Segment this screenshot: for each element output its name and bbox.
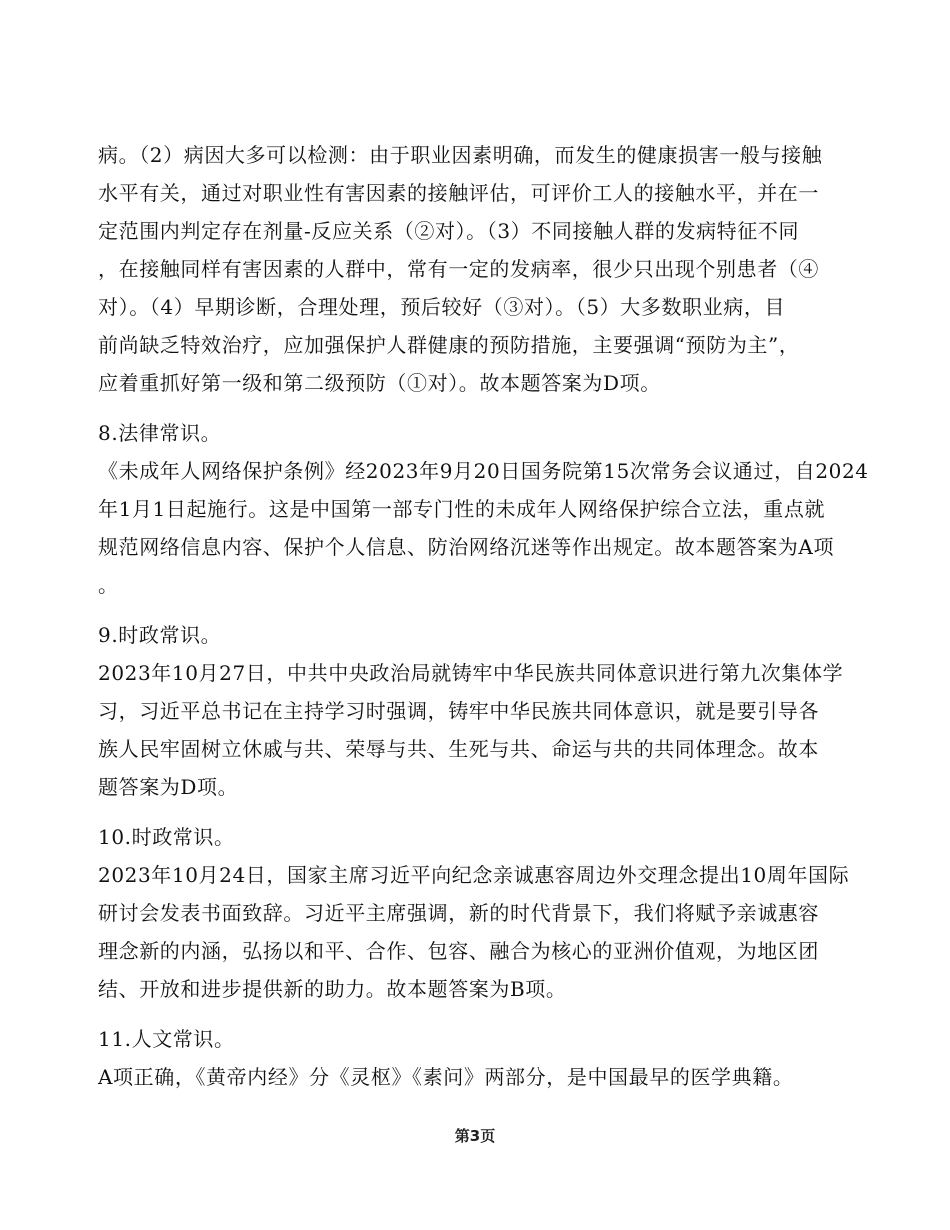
text-line: 前尚缺乏特效治疗，应加强保护人群健康的预防措施，主要强调“预防为主”， xyxy=(98,333,800,357)
text-line: 规范网络信息内容、保护个人信息、防治网络沉迷等作出规定。故本题答案为A项 xyxy=(98,535,835,559)
text-line: 题答案为D项。 xyxy=(98,775,239,799)
answer-item-9 xyxy=(98,616,858,806)
item-heading: 9.时政常识。 xyxy=(98,623,222,647)
text-line: A项正确，《黄帝内经》分《灵枢》《素问》两部分，是中国最早的医学典籍。 xyxy=(98,1065,794,1089)
text-line: 2023年10月27日，中共中央政治局就铸牢中华民族共同体意识进行第九次集体学 xyxy=(98,661,844,685)
intro-paragraph xyxy=(98,136,858,402)
text-line: ，在接触同样有害因素的人群中，常有一定的发病率，很少只出现个别患者（④ xyxy=(98,257,819,281)
text-line: 习，习近平总书记在主持学习时强调，铸牢中华民族共同体意识，就是要引导各 xyxy=(98,699,819,723)
text-line: 对）。（4）早期诊断，合理处理，预后较好（③对）。（5）大多数职业病，目 xyxy=(98,295,786,319)
text-line: 族人民牢固树立休戚与共、荣辱与共、生死与共、命运与共的共同体理念。故本 xyxy=(98,737,819,761)
item-heading: 10.时政常识。 xyxy=(98,825,235,849)
item-heading: 11.人文常识。 xyxy=(98,1027,235,1051)
text-line: 水平有关，通过对职业性有害因素的接触评估，可评价工人的接触水平，并在一 xyxy=(98,181,819,205)
item-heading: 8.法律常识。 xyxy=(98,421,222,445)
answer-item-8 xyxy=(98,414,869,604)
text-line: 结、开放和进步提供新的助力。故本题答案为B项。 xyxy=(98,977,567,1001)
text-line: 年1月1日起施行。这是中国第一部专门性的未成年人网络保护综合立法，重点就 xyxy=(98,497,826,521)
text-line: 病。（2）病因大多可以检测：由于职业因素明确，而发生的健康损害一般与接触 xyxy=(98,143,823,167)
text-line: 定范围内判定存在剂量-反应关系（②对）。（3）不同接触人群的发病特征不同 xyxy=(98,219,800,243)
document-body xyxy=(98,136,869,1096)
text-line: 。 xyxy=(98,573,119,597)
text-line: 2023年10月24日，国家主席习近平向纪念亲诚惠容周边外交理念提出10周年国际 xyxy=(98,863,850,887)
text-line: 理念新的内涵，弘扬以和平、合作、包容、融合为核心的亚洲价值观，为地区团 xyxy=(98,939,819,963)
answer-item-10 xyxy=(98,818,858,1008)
answer-item-11 xyxy=(98,1020,858,1096)
text-line: 应着重抓好第一级和第二级预防（①对）。故本题答案为D项。 xyxy=(98,371,661,395)
page-number: 第3页 xyxy=(454,1127,496,1145)
text-line: 研讨会发表书面致辞。习近平主席强调，新的时代背景下，我们将赋予亲诚惠容 xyxy=(98,901,819,925)
text-line: 《未成年人网络保护条例》经2023年9月20日国务院第15次常务会议通过，自2024 xyxy=(98,459,869,483)
